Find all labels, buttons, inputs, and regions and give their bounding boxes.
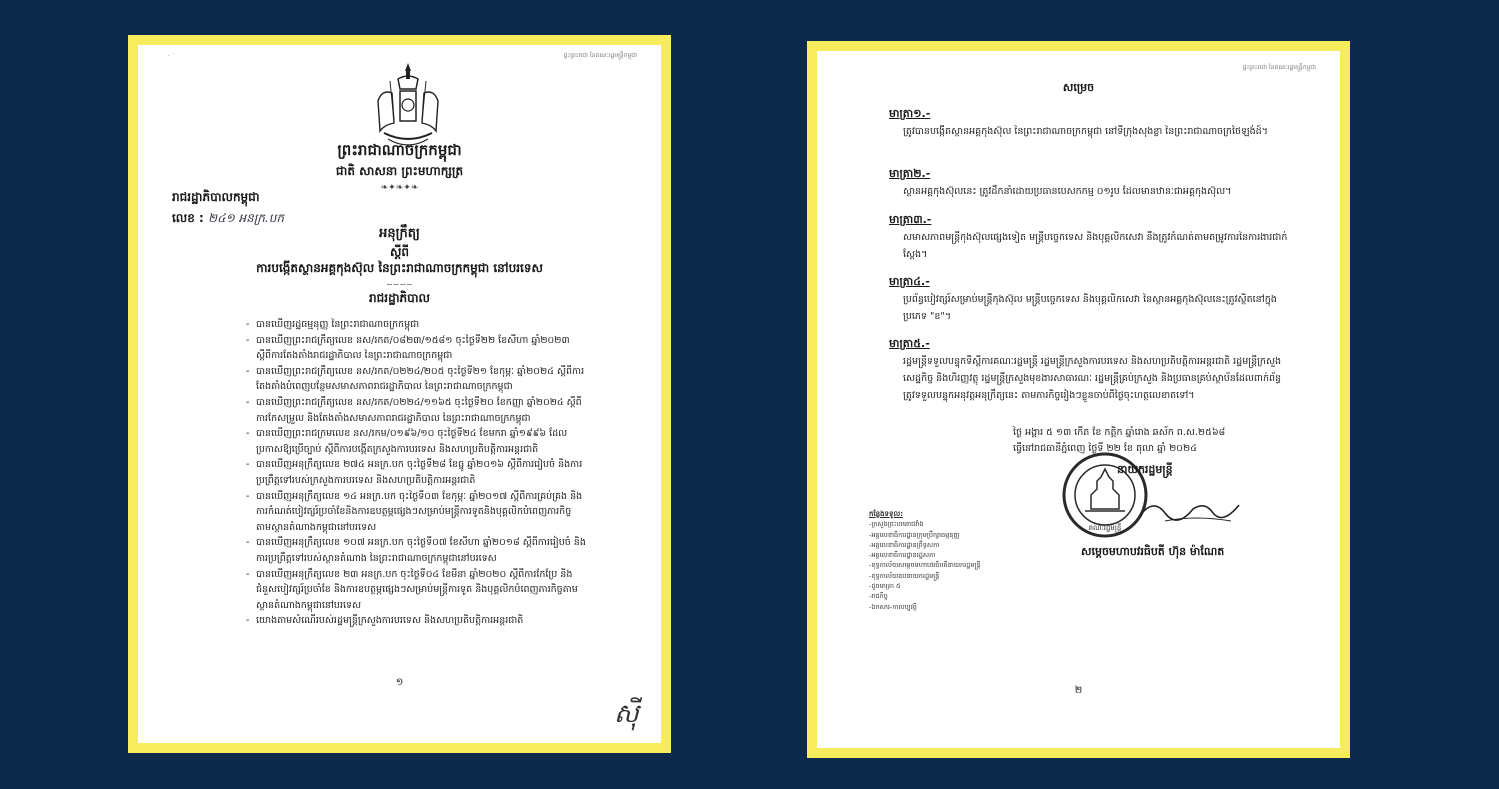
article-4 xyxy=(889,275,1289,325)
kingdom-title: ព្រះរាជាណាចក្រកម្ពុជា xyxy=(337,141,462,159)
decree-label: អនុក្រឹត្យ xyxy=(379,226,420,241)
government-center-label: រាជរដ្ឋាភិបាល xyxy=(369,291,430,305)
seal-text: គណៈរដ្ឋមន្ត្រី xyxy=(1088,524,1122,532)
preamble-item: - បានឃើញអនុក្រឹត្យលេខ ២៣ អនក្រ.បក ចុះថ្ងៃទី០៤ ខែមីនា ឆ្នាំ២០២០ ស្ដីពីការកែប្រែ និងជំនួសបៀវត្សរ៍ប្រចាំខែ និងការឧបត្ថម្ភផ្សេងៗសម្រាប់មន្ត្រីការទូត និងបុគ្គលិកបំពេញភារកិច្ចតាមស្ថានតំណាងកម្ពុជានៅបរទេស xyxy=(246,567,586,614)
recipient-item: -អគ្គលេខាធិការដ្ឋានព្រឹទ្ធសភា xyxy=(869,540,940,549)
preamble-item: - បានឃើញព្រះរាជក្រឹត្យលេខ នស/រកត/០២២៤/២០៥ ចុះថ្ងៃទី២១ ខែកុម្ភៈ ឆ្នាំ២០២៤ ស្ដីពីការតែងតាំងបំពេញបន្ថែមសមាសភាពរាជរដ្ឋាភិបាល នៃព្រះរាជាណាចក្រកម្ពុជា xyxy=(246,364,586,395)
article-text: សមាសភាពមន្ត្រីកុងស៊ុលផ្សេងទៀត មន្ត្រីបច្ចេកទេស និងបុគ្គលិកសេវា នឹងត្រូវកំណត់តាមតម្រូវការនៃការងារជាក់ស្ដែង។ xyxy=(903,232,1288,260)
prime-minister-name: សម្ដេចមហាបវរធិបតី ហ៊ុន ម៉ាណែត xyxy=(1081,545,1225,558)
page-number: ១ xyxy=(395,677,404,688)
gregorian-date-line: ធ្វើនៅរាជធានីភ្នំពេញ ថ្ងៃទី ២២ ខែ តុលា ឆ្នាំ ២០២៤ xyxy=(1013,443,1197,454)
recipients-heading: កន្លែងទទួល: xyxy=(869,510,903,518)
recipient-item: -ខុទ្ទកាល័យសម្ដេចមហាបវរធិបតីនាយករដ្ឋមន្ត្រី xyxy=(869,561,981,570)
recipient-item: -រាជកិច្ច xyxy=(869,592,888,601)
recipient-item: -ក្រសួងព្រះបរមរាជវាំង xyxy=(869,520,924,529)
article-5 xyxy=(889,337,1289,404)
preamble-list xyxy=(246,317,586,629)
about-label: ស្ដីពី xyxy=(389,245,410,259)
signing-date xyxy=(1013,425,1313,457)
recipients-list xyxy=(869,509,981,612)
document-page-2-frame xyxy=(807,41,1350,758)
article-heading: មាត្រា៥.- xyxy=(889,337,930,350)
preamble-item: - បានឃើញព្រះរាជក្រមលេខ នស/រកម/០១៩៦/១០ ចុះថ្ងៃទី២៤ ខែមករា ឆ្នាំ១៩៩៦ ដែលប្រកាសឱ្យប្រើច្បាប់ ស្ដីពីការបង្កើតក្រសួងការបរទេស និងសហប្រតិបត្តិការអន្តរជាតិ xyxy=(246,426,586,457)
handwritten-signature-icon xyxy=(1135,491,1245,531)
article-text: ស្ថានអគ្គកុងស៊ុលនេះ ត្រូវដឹកនាំដោយប្រធានបេសកកម្ម ០១រូប ដែលមានឋានៈជាអគ្គកុងស៊ុល។ xyxy=(903,186,1232,197)
article-2 xyxy=(889,167,1289,200)
article-heading: មាត្រា៤.- xyxy=(889,275,930,288)
preamble-item: - យោងតាមសំណើរបស់រដ្ឋមន្ត្រីក្រសួងការបរទេស និងសហប្រតិបត្តិការអន្តរជាតិ xyxy=(246,613,586,629)
prime-minister-title: នាយករដ្ឋមន្ត្រី xyxy=(1117,463,1173,476)
royal-arms-emblem-icon xyxy=(370,61,446,153)
recipient-item: -ខុទ្ទកាល័យឧបនាយករដ្ឋមន្ត្រី xyxy=(869,571,940,580)
document-page-1 xyxy=(138,45,661,743)
handwritten-initial: ស៊ី xyxy=(614,699,639,729)
reference-label: លេខ : xyxy=(172,211,204,225)
document-page-1-frame xyxy=(128,35,671,753)
recipient-item: -ដូចមាត្រា ៥ xyxy=(869,582,901,591)
article-text: ត្រូវបានបង្កើតស្ថានអគ្គកុងស៊ុល នៃព្រះរាជាណាចក្រកម្ពុជា នៅទីក្រុងសុងខ្លា នៃព្រះរាជាណាចក្រថៃឡង់ដ៍។ xyxy=(903,126,1268,137)
preamble-item: - បានឃើញអនុក្រឹត្យលេខ ២៧៤ អនក្រ.បក ចុះថ្ងៃទី២៨ ខែធ្នូ ឆ្នាំ២០១៦ ស្ដីពីការរៀបចំ និងការប្រព្រឹត្តទៅរបស់ក្រសួងការបរទេស និងសហប្រតិបត្តិការអន្តរជាតិ xyxy=(246,457,586,488)
page-corner-mark: · ˙ xyxy=(168,53,175,60)
article-text: រដ្ឋមន្ត្រីទទួលបន្ទុកទីស្ដីការគណៈរដ្ឋមន្ត្រី រដ្ឋមន្ត្រីក្រសួងការបរទេស និងសហប្រតិបត្តិការអន្តរជាតិ រដ្ឋមន្ត្រីក្រសួងសេដ្ឋកិច្ច និងហិរញ្ញវត្ថុ រដ្ឋមន្ត្រីក្រសួងមុខងារសាធារណៈ រដ្ឋមន្ត្រីគ្រប់ក្រសួង និងប្រធានគ្រប់ស្ថាប័នដែលពាក់ព័ន្ធ ត្រូវទទួលបន្ទុកអនុវត្តអនុក្រឹត្យនេះ តាមភារកិច្ចរៀងៗខ្លួនចាប់ពីថ្ងៃចុះហត្ថលេខាតទៅ។ xyxy=(903,356,1282,401)
preamble-item: - បានឃើញអនុក្រឹត្យលេខ ១៤ អនក្រ.បក ចុះថ្ងៃទី០៣ ខែកុម្ភៈ ឆ្នាំ២០១៧ ស្ដីពីការគ្រប់គ្រង និងការកំណត់បៀវត្សរ៍ប្រចាំខែនិងការឧបត្ថម្ភផ្សេងៗសម្រាប់មន្ត្រីការទូតនិងបុគ្គលិកបំពេញភារកិច្ចតាមស្ថានតំណាងកម្ពុជានៅបរទេស xyxy=(246,489,586,536)
page-number: ២ xyxy=(1074,685,1083,696)
ornament-divider: ❧✦❧✦❧ xyxy=(380,183,419,193)
government-label: រាជរដ្ឋាភិបាលកម្ពុជា xyxy=(172,190,260,204)
page-header-note: ផ្ទះព្រះរាជា នៃគណៈរដ្ឋមន្ត្រីកម្ពុជា xyxy=(563,52,637,59)
national-motto: ជាតិ សាសនា ព្រះមហាក្សត្រ xyxy=(335,164,464,178)
page-header-note: ផ្ទះព្រះរាជា នៃគណៈរដ្ឋមន្ត្រីកម្ពុជា xyxy=(1242,64,1316,71)
article-1 xyxy=(889,107,1289,140)
article-heading: មាត្រា១.- xyxy=(889,107,931,120)
preamble-item: - បានឃើញអនុក្រឹត្យលេខ ១០៧ អនក្រ.បក ចុះថ្ងៃទី០៧ ខែសីហា ឆ្នាំ២០១៨ ស្ដីពីការរៀបចំ និងការប្រព្រឹត្តទៅរបស់ស្ថានតំណាង នៃព្រះរាជាណាចក្រកម្ពុជានៅបរទេស xyxy=(246,535,586,566)
article-text: ប្រព័ន្ធបៀវត្សរ៍សម្រាប់មន្ត្រីកុងស៊ុល មន្ត្រីបច្ចេកទេស និងបុគ្គលិកសេវា នៃស្ថានអគ្គកុងស៊ុលនេះត្រូវស្ថិតនៅក្នុងប្រភេទ "ខ"។ xyxy=(903,294,1277,322)
document-page-2 xyxy=(817,51,1340,748)
decree-subject: ការបង្កើតស្ថានអគ្គកុងស៊ុល នៃព្រះរាជាណាចក្រកម្ពុជា នៅបរទេស xyxy=(256,261,543,275)
preamble-item: - បានឃើញព្រះរាជក្រឹត្យលេខ នស/រកត/០២២៤/១១៦៥ ចុះថ្ងៃទី២០ ខែកញ្ញា ឆ្នាំ២០២៤ ស្ដីពីការកែសម្រួល និងតែងតាំងសមាសភាពរាជរដ្ឋាភិបាល នៃព្រះរាជាណាចក្រកម្ពុជា xyxy=(246,395,586,426)
article-heading: មាត្រា៣.- xyxy=(889,213,932,226)
preamble-item: - បានឃើញរដ្ឋធម្មនុញ្ញ នៃព្រះរាជាណាចក្រកម្ពុជា xyxy=(246,317,586,333)
recipient-item: -អគ្គលេខាធិការដ្ឋានរដ្ឋសភា xyxy=(869,551,936,560)
article-3 xyxy=(889,213,1289,263)
recipient-item: -ឯកសារ-កាលប្បវត្តិ xyxy=(869,602,917,611)
decision-title: សម្រេច xyxy=(1062,81,1095,94)
article-heading: មាត្រា២.- xyxy=(889,167,931,180)
recipient-item: -អគ្គលេខាធិការដ្ឋានក្រុមប្រឹក្សាធម្មនុញ្ញ xyxy=(869,530,960,539)
reference-value: ២៤១ អនក្រ.បក xyxy=(208,211,284,225)
lunar-date-line: ថ្ងៃ អង្គារ ៥ ១៣ កើត ខែ កត្ដិក ឆ្នាំរោង ឆស័ក ព.ស.២៥៦៨ xyxy=(1013,427,1226,438)
ornament-divider-small: ∼∼∼∼ xyxy=(386,280,413,289)
preamble-item: - បានឃើញព្រះរាជក្រឹត្យលេខ នស/រកត/០៨២៣/១៥៨១ ចុះថ្ងៃទី២២ ខែសីហា ឆ្នាំ២០២៣ ស្ដីពីការតែងតាំងរាជរដ្ឋាភិបាល នៃព្រះរាជាណាចក្រកម្ពុជា xyxy=(246,333,586,364)
